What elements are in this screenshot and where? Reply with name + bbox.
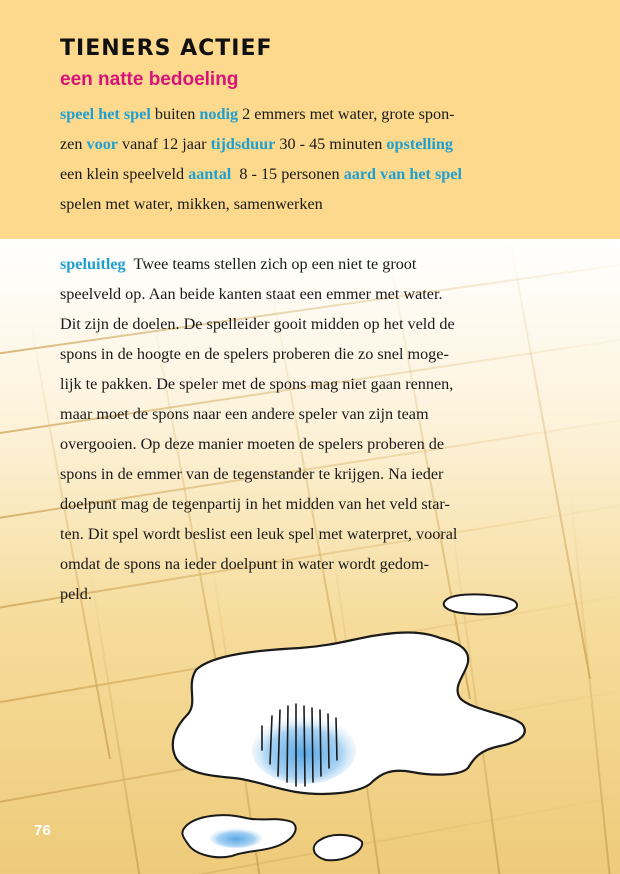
info-value: 8 - 15 personen bbox=[231, 165, 344, 183]
page-title: TIENERS ACTIEF bbox=[60, 36, 273, 61]
page-number: 76 bbox=[34, 822, 51, 839]
body-text: Twee teams stellen zich op een niet te groot bbox=[125, 255, 417, 273]
info-label-tijdsduur: tijdsduur bbox=[210, 135, 276, 153]
body-line bbox=[60, 249, 565, 279]
info-value: zen bbox=[60, 135, 87, 153]
speluitleg-label: speluitleg bbox=[60, 255, 126, 273]
info-value: spelen met water, mikken, samenwerken bbox=[60, 195, 323, 213]
body-line: overgooien. Op deze manier moeten de spelers proberen de bbox=[60, 435, 445, 453]
info-value: buiten bbox=[150, 105, 200, 123]
info-line bbox=[60, 159, 560, 189]
game-subtitle: een natte bedoeling bbox=[60, 69, 239, 90]
body-line: doelpunt mag de tegenpartij in het midden van het veld star- bbox=[60, 495, 450, 513]
body-line: omdat de spons na ieder doelpunt in water wordt gedom- bbox=[60, 555, 430, 573]
body-line: ten. Dit spel wordt beslist een leuk spel met waterpret, vooral bbox=[60, 525, 458, 543]
info-label-aantal: aantal bbox=[188, 165, 232, 183]
info-label-nodig: nodig bbox=[199, 105, 239, 123]
info-value: vanaf 12 jaar bbox=[117, 135, 211, 153]
info-label-opstelling: opstelling bbox=[386, 135, 453, 153]
water-puddles-illustration bbox=[0, 590, 620, 874]
info-value: 2 emmers met water, grote spon- bbox=[238, 105, 455, 123]
info-value: 30 - 45 minuten bbox=[275, 135, 387, 153]
body-line: lijk te pakken. De speler met de spons mag niet gaan rennen, bbox=[60, 375, 454, 393]
info-label-voor: voor bbox=[86, 135, 118, 153]
body-line: spons in de hoogte en de spelers proberen die zo snel moge- bbox=[60, 345, 449, 363]
game-info-block bbox=[60, 99, 560, 219]
body-line: Dit zijn de doelen. De spelleider gooit midden op het veld de bbox=[60, 315, 455, 333]
info-line bbox=[60, 99, 560, 129]
body-line: peld. bbox=[60, 585, 92, 603]
info-label-speel-het-spel: speel het spel bbox=[60, 105, 151, 123]
body-line: speelveld op. Aan beide kanten staat een emmer met water. bbox=[60, 285, 443, 303]
info-line bbox=[60, 129, 560, 159]
info-line bbox=[60, 189, 560, 219]
game-explanation bbox=[60, 249, 565, 609]
body-line: maar moet de spons naar een andere speler van zijn team bbox=[60, 405, 429, 423]
info-value: een klein speelveld bbox=[60, 165, 189, 183]
body-line: spons in de emmer van de tegenstander te krijgen. Na ieder bbox=[60, 465, 444, 483]
info-label-aard-van-het-spel: aard van het spel bbox=[343, 165, 462, 183]
